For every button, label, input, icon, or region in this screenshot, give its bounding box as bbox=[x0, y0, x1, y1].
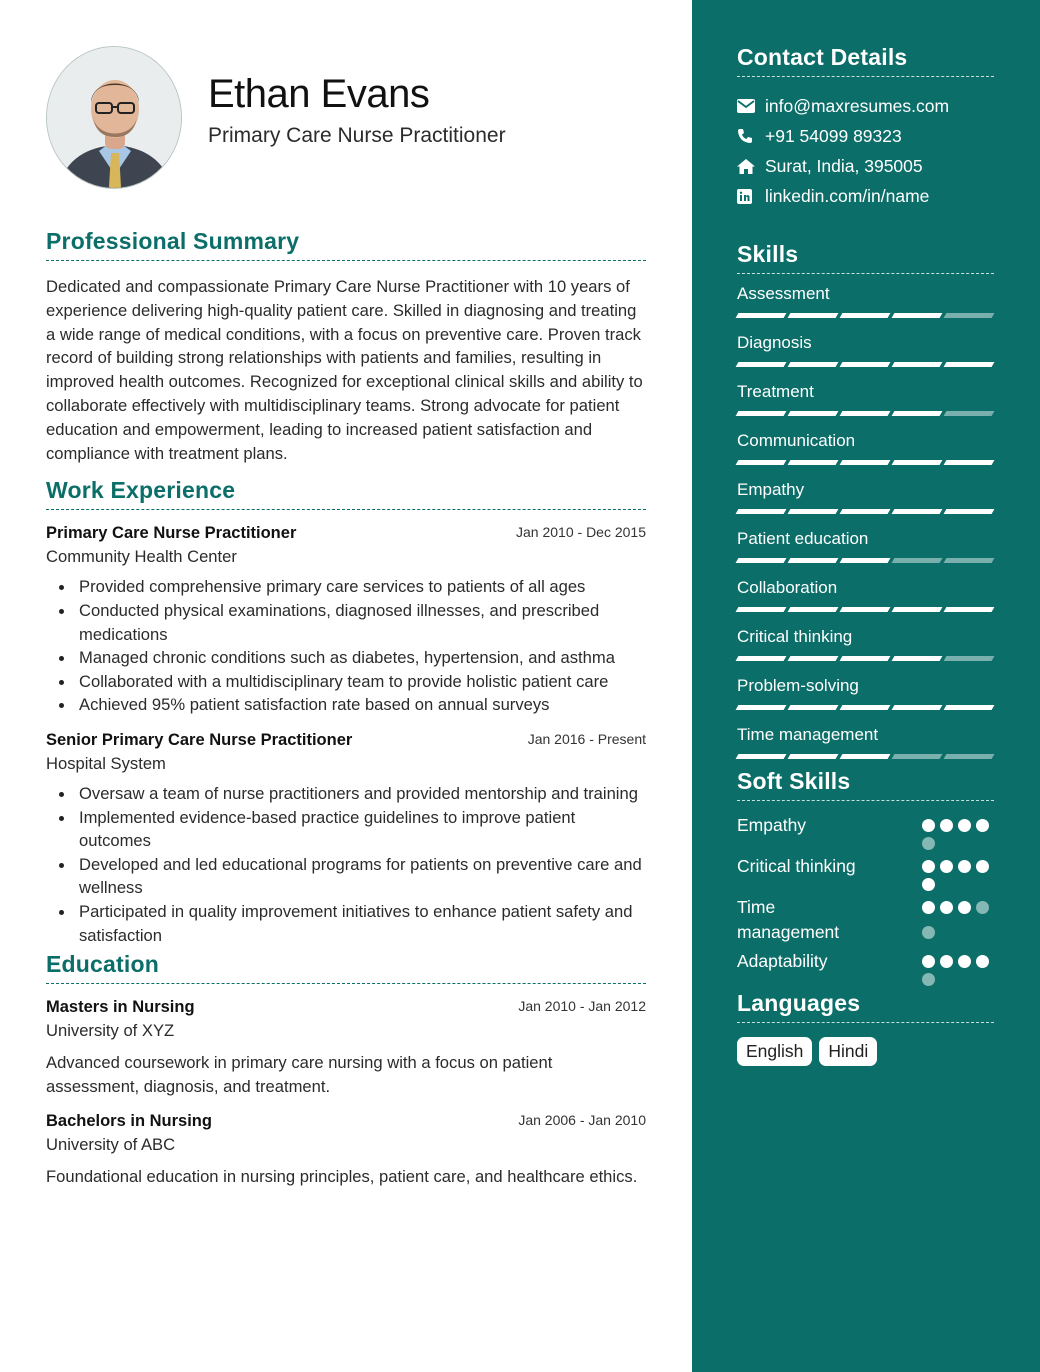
rating-dot bbox=[922, 837, 935, 850]
job-bullets bbox=[46, 575, 646, 717]
rating-dot bbox=[958, 819, 971, 832]
skill-level-segment bbox=[736, 362, 787, 367]
soft-skill-rating bbox=[922, 854, 994, 891]
rating-dot bbox=[976, 860, 989, 873]
email-text: info@maxresumes.com bbox=[765, 95, 950, 116]
skill-level-bar bbox=[737, 503, 994, 519]
section-heading: Professional Summary bbox=[46, 228, 646, 261]
skill-item bbox=[737, 672, 994, 715]
education-entry bbox=[46, 998, 646, 1098]
skill-level-segment bbox=[944, 558, 995, 563]
soft-skill-item bbox=[737, 813, 994, 850]
rating-dot bbox=[976, 955, 989, 968]
skill-level-segment bbox=[944, 607, 995, 612]
language-list bbox=[737, 1037, 994, 1066]
section-heading: Soft Skills bbox=[737, 768, 994, 801]
section-heading: Contact Details bbox=[737, 44, 994, 77]
job-organization: Community Health Center bbox=[46, 547, 237, 567]
skill-level-segment bbox=[788, 656, 839, 661]
rating-dot bbox=[940, 955, 953, 968]
education-entry bbox=[46, 1112, 646, 1189]
skill-level-segment bbox=[788, 705, 839, 710]
job-title: Primary Care Nurse Practitioner bbox=[46, 524, 297, 543]
skill-item bbox=[737, 574, 994, 617]
rating-dot bbox=[940, 819, 953, 832]
phone-text: +91 54099 89323 bbox=[765, 125, 902, 146]
summary-section bbox=[46, 228, 646, 465]
contact-location bbox=[737, 151, 994, 181]
job-title: Senior Primary Care Nurse Practitioner bbox=[46, 730, 353, 749]
soft-skill-item bbox=[737, 895, 994, 945]
education-description: Foundational education in nursing principles, patient care, and healthcare ethics. bbox=[46, 1167, 638, 1187]
list-item: Provided comprehensive primary care services to patients of all ages bbox=[46, 575, 646, 599]
skill-item bbox=[737, 525, 994, 568]
job-date: Jan 2016 - Present bbox=[527, 730, 646, 747]
skill-level-segment bbox=[840, 411, 891, 416]
rating-dot bbox=[958, 955, 971, 968]
skill-level-segment bbox=[736, 656, 787, 661]
skill-level-bar bbox=[737, 405, 994, 421]
skill-level-segment bbox=[788, 362, 839, 367]
skill-level-segment bbox=[944, 411, 995, 416]
skill-level-segment bbox=[736, 558, 787, 563]
skill-level-segment bbox=[788, 754, 839, 759]
skill-name: Patient education bbox=[737, 529, 869, 548]
job-organization: Hospital System bbox=[46, 753, 166, 773]
skill-level-segment bbox=[944, 705, 995, 710]
skill-item bbox=[737, 427, 994, 470]
skill-level-segment bbox=[788, 607, 839, 612]
skill-level-segment bbox=[840, 313, 891, 318]
list-item: Collaborated with a multidisciplinary team to provide holistic patient care bbox=[46, 670, 646, 694]
contact-linkedin[interactable] bbox=[737, 181, 994, 211]
rating-dot bbox=[922, 860, 935, 873]
skill-level-segment bbox=[788, 460, 839, 465]
skill-level-segment bbox=[736, 509, 787, 514]
contact-section bbox=[737, 44, 994, 211]
education-date: Jan 2006 - Jan 2010 bbox=[518, 1112, 646, 1129]
list-item: Oversaw a team of nurse practitioners and provided mentorship and training bbox=[46, 782, 646, 806]
rating-dot bbox=[922, 819, 935, 832]
contact-phone[interactable] bbox=[737, 121, 994, 151]
skill-name: Collaboration bbox=[737, 578, 838, 597]
job-entry bbox=[46, 731, 646, 947]
soft-skill-item bbox=[737, 854, 994, 891]
candidate-title: Primary Care Nurse Practitioner bbox=[208, 124, 506, 147]
list-item: Managed chronic conditions such as diabetes, hypertension, and asthma bbox=[46, 646, 646, 670]
languages-section bbox=[737, 990, 994, 1066]
skill-level-bar bbox=[737, 748, 994, 764]
skill-level-segment bbox=[840, 362, 891, 367]
skill-level-segment bbox=[788, 411, 839, 416]
language-tag: English bbox=[737, 1037, 812, 1066]
skill-level-segment bbox=[892, 411, 943, 416]
envelope-icon bbox=[737, 97, 765, 115]
skill-level-bar bbox=[737, 601, 994, 617]
soft-skill-name: Critical thinking bbox=[737, 856, 856, 876]
soft-skill-name: Empathy bbox=[737, 815, 807, 835]
skill-name: Communication bbox=[737, 431, 856, 450]
summary-text: Dedicated and compassionate Primary Care Nurse Practitioner with 10 years of experience delivering high-quality patient care. Skilled in diagnosing and treating a wide range of medical conditions, with a focus on preventive care. Proven track record of building strong relationships with patients and families, resulting in improved health outcomes. Recognized for exceptional clinical skills and ability to collaborate effectively with multidisciplinary teams. Strong advocate for patient education and empowerment, leading to increased patient satisfaction and compliance with treatment plans. bbox=[46, 277, 643, 463]
skill-item bbox=[737, 623, 994, 666]
section-heading: Work Experience bbox=[46, 477, 646, 510]
skill-level-segment bbox=[788, 509, 839, 514]
skill-level-segment bbox=[840, 705, 891, 710]
rating-dot bbox=[940, 860, 953, 873]
soft-skills-list bbox=[737, 813, 994, 986]
education-description: Advanced coursework in primary care nursing with a focus on patient assessment, diagnosis, and treatment. bbox=[46, 1053, 553, 1096]
skill-name: Treatment bbox=[737, 382, 814, 401]
skill-level-segment bbox=[736, 411, 787, 416]
job-header bbox=[46, 524, 646, 548]
skill-level-segment bbox=[944, 362, 995, 367]
skill-item bbox=[737, 378, 994, 421]
skill-name: Time management bbox=[737, 725, 879, 744]
list-item: Implemented evidence-based practice guidelines to improve patient outcomes bbox=[46, 806, 646, 853]
rating-dot bbox=[958, 901, 971, 914]
list-item: Participated in quality improvement initiatives to enhance patient safety and satisfaction bbox=[46, 900, 646, 947]
resume-header bbox=[46, 0, 646, 200]
skill-level-segment bbox=[944, 656, 995, 661]
location-text: Surat, India, 395005 bbox=[765, 155, 923, 176]
rating-dot bbox=[922, 926, 935, 939]
education-section bbox=[46, 951, 646, 1189]
skill-level-segment bbox=[892, 313, 943, 318]
soft-skill-rating bbox=[922, 813, 994, 850]
skill-name: Problem-solving bbox=[737, 676, 859, 695]
skill-level-segment bbox=[736, 313, 787, 318]
skill-level-segment bbox=[892, 558, 943, 563]
skill-level-segment bbox=[736, 705, 787, 710]
skill-level-segment bbox=[892, 705, 943, 710]
contact-list bbox=[737, 91, 994, 211]
avatar bbox=[46, 46, 182, 189]
skill-level-segment bbox=[892, 607, 943, 612]
skill-name: Diagnosis bbox=[737, 333, 812, 352]
section-heading: Education bbox=[46, 951, 646, 984]
skill-level-bar bbox=[737, 454, 994, 470]
skill-level-segment bbox=[840, 460, 891, 465]
portrait-image bbox=[47, 47, 182, 189]
skill-level-segment bbox=[840, 754, 891, 759]
soft-skill-item bbox=[737, 949, 994, 986]
job-date: Jan 2010 - Dec 2015 bbox=[516, 524, 646, 541]
linkedin-icon bbox=[737, 187, 765, 205]
soft-skill-name: Time management bbox=[737, 897, 840, 942]
skill-level-segment bbox=[736, 460, 787, 465]
school-name: University of ABC bbox=[46, 1135, 176, 1155]
skill-level-bar bbox=[737, 552, 994, 568]
rating-dot bbox=[922, 973, 935, 986]
skill-level-segment bbox=[788, 313, 839, 318]
soft-skill-name: Adaptability bbox=[737, 951, 828, 971]
skill-level-segment bbox=[944, 313, 995, 318]
rating-dot bbox=[976, 901, 989, 914]
rating-dot bbox=[922, 955, 935, 968]
soft-skill-rating bbox=[922, 949, 994, 986]
job-bullets bbox=[46, 782, 646, 947]
contact-email[interactable] bbox=[737, 91, 994, 121]
skill-level-segment bbox=[736, 754, 787, 759]
education-header bbox=[46, 998, 646, 1022]
soft-skill-rating bbox=[922, 895, 994, 945]
skill-level-segment bbox=[840, 656, 891, 661]
job-entry bbox=[46, 524, 646, 717]
skill-level-segment bbox=[892, 509, 943, 514]
section-heading: Languages bbox=[737, 990, 994, 1023]
skill-level-segment bbox=[892, 460, 943, 465]
list-item: Achieved 95% patient satisfaction rate based on annual surveys bbox=[46, 693, 646, 717]
skill-item bbox=[737, 329, 994, 372]
school-name: University of XYZ bbox=[46, 1021, 175, 1041]
section-heading: Skills bbox=[737, 241, 994, 274]
skill-level-segment bbox=[840, 607, 891, 612]
candidate-name: Ethan Evans bbox=[208, 72, 430, 116]
linkedin-text: linkedin.com/in/name bbox=[765, 185, 930, 206]
skill-name: Assessment bbox=[737, 284, 830, 303]
skill-level-bar bbox=[737, 307, 994, 323]
experience-section bbox=[46, 477, 646, 947]
skill-level-segment bbox=[892, 754, 943, 759]
skill-level-segment bbox=[892, 362, 943, 367]
skill-level-segment bbox=[944, 754, 995, 759]
skill-level-segment bbox=[840, 558, 891, 563]
skill-level-segment bbox=[944, 460, 995, 465]
skill-level-segment bbox=[840, 509, 891, 514]
education-date: Jan 2010 - Jan 2012 bbox=[518, 998, 646, 1015]
degree-title: Masters in Nursing bbox=[46, 998, 195, 1017]
skill-level-bar bbox=[737, 699, 994, 715]
phone-icon bbox=[737, 127, 765, 145]
skill-level-bar bbox=[737, 650, 994, 666]
job-header bbox=[46, 731, 646, 755]
list-item: Conducted physical examinations, diagnosed illnesses, and prescribed medications bbox=[46, 599, 646, 646]
home-icon bbox=[737, 157, 765, 175]
skill-name: Empathy bbox=[737, 480, 805, 499]
skill-item bbox=[737, 476, 994, 519]
skills-section bbox=[737, 241, 994, 764]
degree-title: Bachelors in Nursing bbox=[46, 1112, 212, 1131]
rating-dot bbox=[940, 901, 953, 914]
list-item: Developed and led educational programs for patients on preventive care and wellness bbox=[46, 853, 646, 900]
rating-dot bbox=[922, 901, 935, 914]
soft-skills-section bbox=[737, 768, 994, 986]
skill-level-bar bbox=[737, 356, 994, 372]
skills-list bbox=[737, 280, 994, 764]
rating-dot bbox=[976, 819, 989, 832]
language-tag: Hindi bbox=[819, 1037, 877, 1066]
skill-level-segment bbox=[944, 509, 995, 514]
skill-level-segment bbox=[788, 558, 839, 563]
skill-name: Critical thinking bbox=[737, 627, 853, 646]
skill-level-segment bbox=[892, 656, 943, 661]
education-header bbox=[46, 1112, 646, 1136]
skill-item bbox=[737, 280, 994, 323]
rating-dot bbox=[922, 878, 935, 891]
skill-level-segment bbox=[736, 607, 787, 612]
skill-item bbox=[737, 721, 994, 764]
rating-dot bbox=[958, 860, 971, 873]
sidebar bbox=[692, 0, 1040, 1372]
